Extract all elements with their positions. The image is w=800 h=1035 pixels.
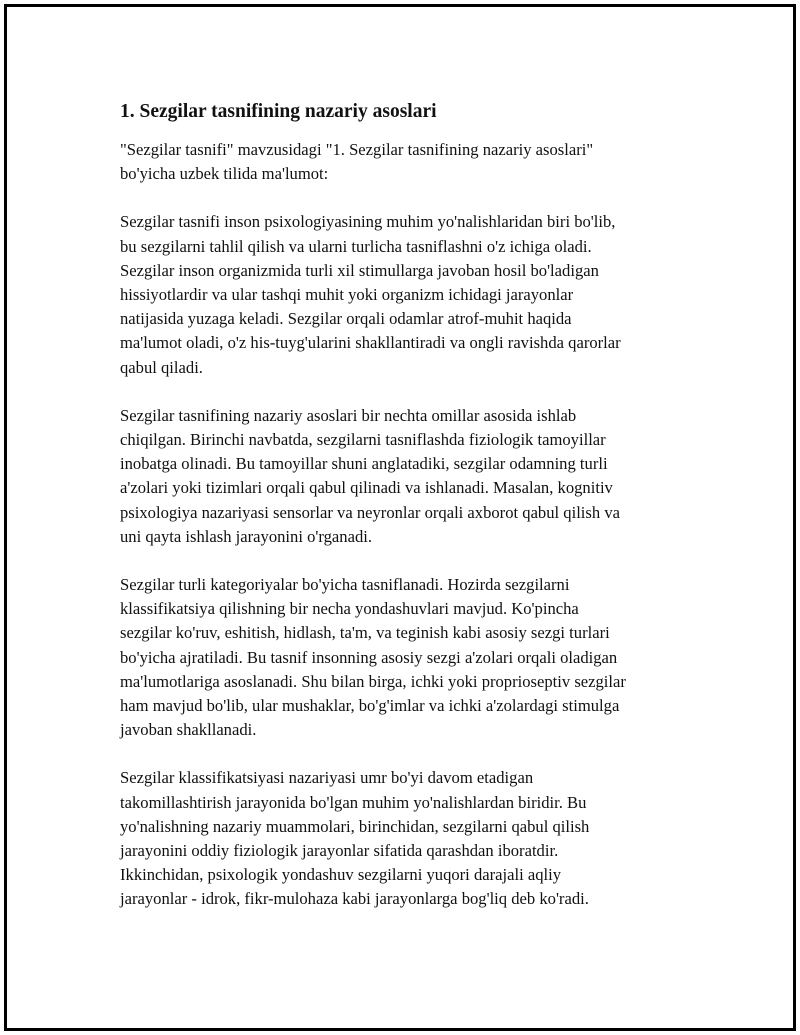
paragraph [120, 404, 700, 549]
page-frame [4, 4, 796, 1031]
text-line: bu sezgilarni tahlil qilish va ularni turlicha tasniflashni o'z ichiga oladi. [120, 236, 592, 256]
text-line: Ikkinchidan, psixologik yondashuv sezgilarni yuqori darajali aqliy [120, 865, 562, 885]
text-line: ma'lumot oladi, o'z his-tuyg'ularini shakllantiradi va ongli ravishda qarorlar [120, 333, 621, 353]
paragraph [120, 573, 700, 742]
text-line: Sezgilar klassifikatsiyasi nazariyasi umr bo'yi davom etadigan [120, 768, 534, 788]
paragraph [120, 766, 700, 911]
text-line: Sezgilar tasnifi inson psixologiyasining muhim yo'nalishlaridan biri bo'lib, [120, 212, 616, 232]
text-line: jarayonini oddiy fiziologik jarayonlar sifatida qarashdan iboratdir. [120, 841, 559, 861]
text-line: ma'lumotlariga asoslanadi. Shu bilan birga, ichki yoki proprioseptiv sezgilar [120, 671, 626, 691]
text-line: bo'yicha ajratiladi. Bu tasnif insonning asosiy sezgi a'zolari orqali oladigan [120, 647, 618, 667]
text-line: hissiyotlardir va ular tashqi muhit yoki organizm ichidagi jarayonlar [120, 285, 574, 305]
text-line: sezgilar ko'ruv, eshitish, hidlash, ta'm, va teginish kabi asosiy sezgi turlari [120, 623, 610, 643]
text-line: psixologiya nazariyasi sensorlar va neyronlar orqali axborot qabul qilish va [120, 502, 620, 522]
document-body [120, 99, 700, 936]
text-line: qabul qiladi. [120, 357, 203, 377]
text-line: "Sezgilar tasnifi" mavzusidagi "1. Sezgilar tasnifining nazariy asoslari" [120, 140, 594, 159]
text-line: Sezgilar turli kategoriyalar bo'yicha tasniflanadi. Hozirda sezgilarni [120, 575, 570, 595]
text-line: natijasida yuzaga keladi. Sezgilar orqali odamlar atrof-muhit haqida [120, 309, 572, 329]
text-line: chiqilgan. Birinchi navbatda, sezgilarni tasniflashda fiziologik tamoyillar [120, 430, 606, 450]
text-line: a'zolari yoki tizimlari orqali qabul qilinadi va ishlanadi. Masalan, kognitiv [120, 478, 613, 498]
text-line: uni qayta ishlash jarayonini o'rganadi. [120, 526, 372, 546]
text-line: ham mavjud bo'lib, ular mushaklar, bo'g'imlar va ichki a'zolardagi stimulga [120, 696, 620, 716]
text-line: Sezgilar inson organizmida turli xil stimullarga javoban hosil bo'ladigan [120, 260, 599, 280]
paragraph-intro [120, 138, 700, 186]
paragraph [120, 210, 700, 379]
text-line: jarayonlar - idrok, fikr-mulohaza kabi jarayonlarga bog'liq deb ko'radi. [120, 889, 589, 909]
text-line: bo'yicha uzbek tilida ma'lumot: [120, 164, 329, 184]
text-line: yo'nalishning nazariy muammolari, birinchidan, sezgilarni qabul qilish [120, 816, 590, 836]
text-line: takomillashtirish jarayonida bo'lgan muhim yo'nalishlardan biridir. Bu [120, 792, 587, 812]
text-line: inobatga olinadi. Bu tamoyillar shuni anglatadiki, sezgilar odamning turli [120, 454, 608, 474]
text-line: Sezgilar tasnifining nazariy asoslari bir nechta omillar asosida ishlab [120, 405, 577, 425]
text-line: javoban shakllanadi. [120, 720, 257, 740]
document-title: 1. Sezgilar tasnifining nazariy asoslari [120, 101, 437, 122]
text-line: klassifikatsiya qilishning bir necha yondashuvlari mavjud. Ko'pincha [120, 599, 579, 619]
